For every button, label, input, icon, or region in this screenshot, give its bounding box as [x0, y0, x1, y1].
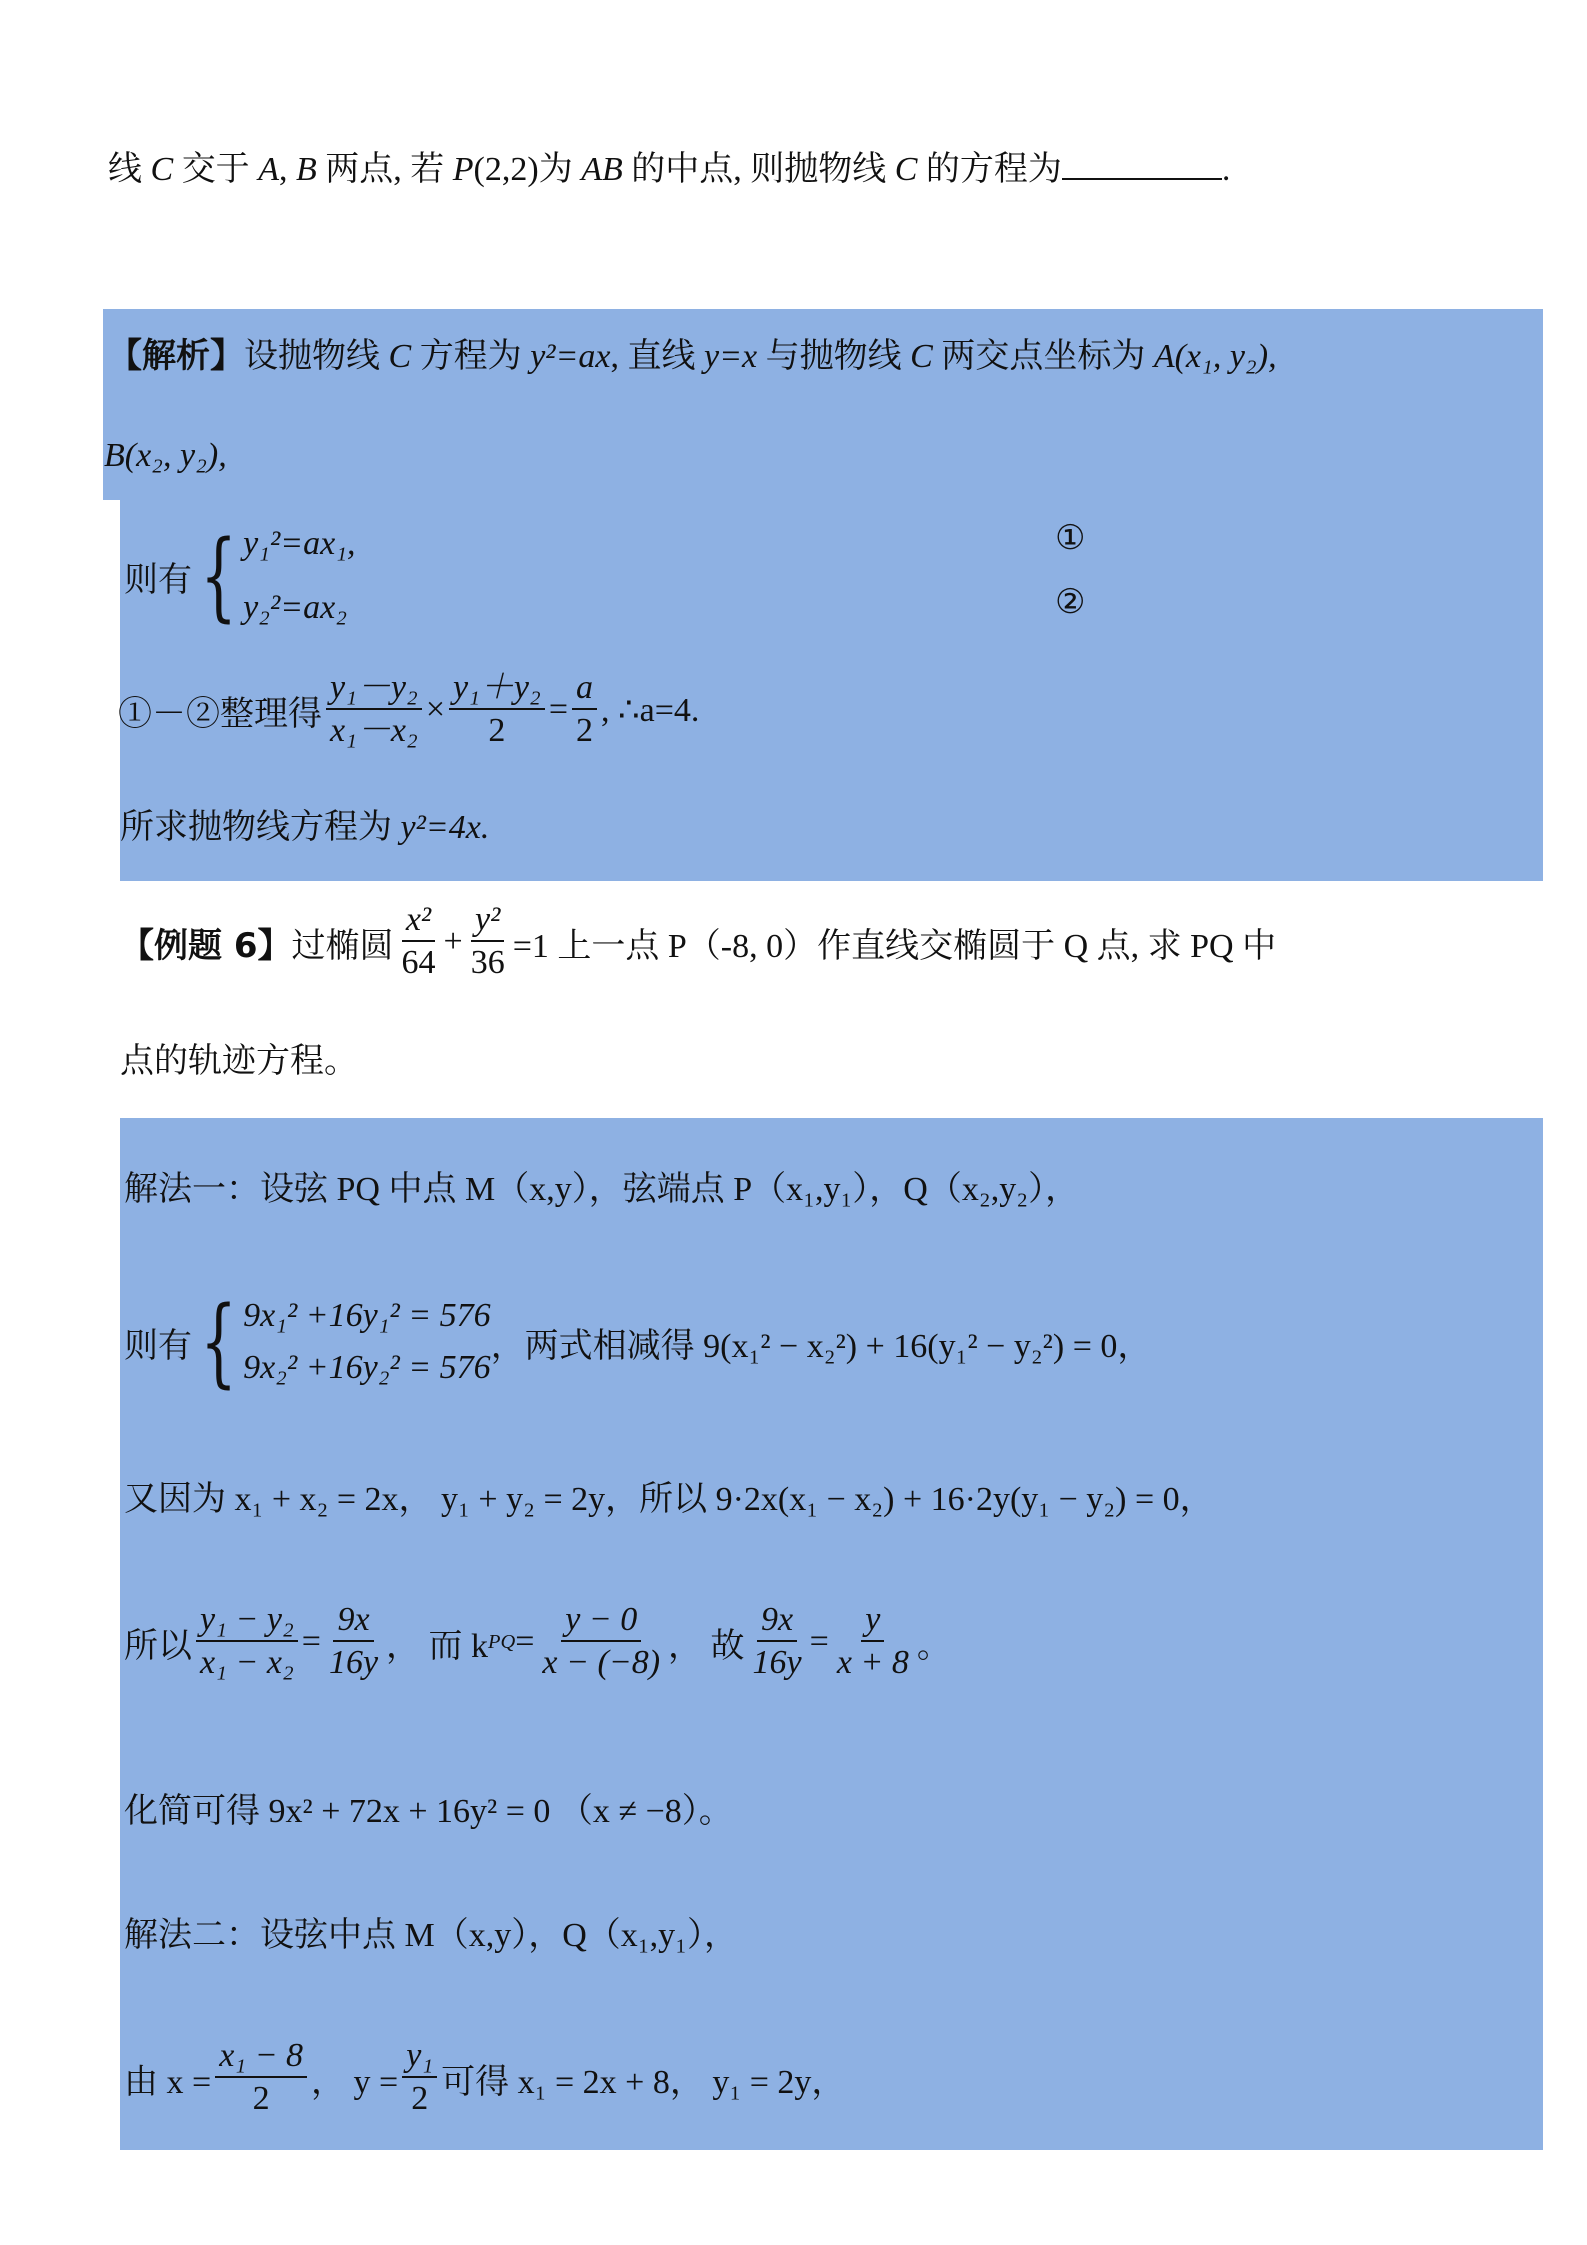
solution-5-line-1 [108, 336, 1277, 377]
equation-marker-2: ② [1055, 582, 1086, 622]
operator: = [515, 1623, 535, 1660]
left-brace-icon: { [200, 1286, 237, 1398]
math-var: A [258, 151, 279, 188]
text: 过椭圆 [291, 927, 394, 965]
equation-system [243, 512, 355, 640]
text: , 直线 [610, 338, 705, 375]
text: 所求抛物线方程为 [120, 809, 401, 846]
denominator: x₁ − x₂ [200, 1644, 294, 1681]
numerator: y₁－y₂ [326, 668, 422, 710]
numerator: x² [402, 900, 435, 942]
result: , ∴a=4. [601, 692, 700, 729]
numerator: 9x [757, 1600, 797, 1642]
fraction [215, 2036, 307, 2120]
text: 交于 [173, 151, 259, 188]
method-1-line-3: 又因为 x₁ + x₂ = 2x， y₁ + y₂ = 2y，所以 9·2x(x₁ − x₂) + 16·2y(y₁ − y₂) = 0， [124, 1481, 1214, 1518]
denominator: 16y [752, 1644, 802, 1681]
denominator: 2 [411, 2080, 429, 2117]
denominator: 64 [401, 944, 436, 981]
math-var: C [894, 151, 918, 188]
solution-5-conclusion [120, 808, 489, 848]
text: ， y = [311, 2063, 399, 2101]
solution-5-system [124, 512, 356, 640]
text: ①－②整理得 [118, 695, 322, 733]
equation-2: y₂²=ax₂ [243, 589, 348, 626]
text: 两交点坐标为 [932, 338, 1154, 375]
math-coord: (2,2) [473, 151, 539, 188]
math-point: A(x₁, y₂), [1153, 338, 1277, 375]
numerator: 9x [333, 1600, 373, 1642]
math-eq: y=x [704, 338, 758, 375]
denominator: x + 8 [836, 1644, 909, 1681]
method-1-line-5: 化简可得 9x² + 72x + 16y² = 0 （x ≠ −8）。 [124, 1793, 733, 1830]
text: 两点, 若 [316, 151, 453, 188]
denominator: x − (−8) [542, 1644, 661, 1681]
math-var: C [910, 338, 933, 375]
text: 。 [916, 1627, 951, 1665]
text: . [1221, 151, 1231, 188]
example-6-line-2: 点的轨迹方程。 [120, 1043, 358, 1080]
text: 的中点, 则抛物线 [622, 151, 895, 188]
fraction [325, 1600, 382, 1684]
fraction [467, 900, 509, 984]
text: , [278, 151, 296, 188]
problem-5-tail [108, 148, 1230, 190]
method-2-line-1: 解法二：设弦中点 M（x,y），Q（x₁,y₁）， [124, 1917, 738, 1954]
text: 则有 [124, 1327, 192, 1365]
text: ， 故 [668, 1627, 745, 1665]
fraction [402, 2036, 437, 2120]
numerator: x₁ − 8 [215, 2036, 307, 2078]
operator: = [301, 1623, 321, 1660]
numerator: y [861, 1600, 884, 1642]
text: 为 [538, 151, 582, 188]
method-1-line-1: 解法一：设弦 PQ 中点 M（x,y），弦端点 P（x₁,y₁），Q（x₂,y₂）， [124, 1171, 1080, 1208]
denominator: 16y [328, 1644, 379, 1681]
fraction [196, 1600, 298, 1684]
fraction [833, 1600, 913, 1684]
numerator: y − 0 [561, 1600, 641, 1642]
numerator: y² [471, 900, 504, 942]
denominator: 36 [470, 944, 505, 981]
equation-1: y₁²=ax₁, [243, 525, 356, 562]
numerator: y₁ [402, 2036, 437, 2078]
method-1-system [124, 1286, 1152, 1398]
text: 设抛物线 [244, 338, 389, 375]
fraction [538, 1600, 664, 1684]
text: 则有 [124, 561, 192, 599]
equation-system [243, 1290, 491, 1394]
solution-5-derivation [118, 668, 699, 752]
text: 由 x = [124, 2063, 212, 2101]
fraction [449, 668, 545, 752]
text: 所以 [124, 1627, 192, 1665]
text: 的方程为 [917, 151, 1062, 188]
fraction [749, 1600, 806, 1684]
text: 可得 x₁ = 2x + 8， y₁ = 2y， [441, 2063, 846, 2101]
solution-5-line-2: B(x₂, y₂), [104, 437, 227, 474]
numerator: y₁＋y₂ [449, 668, 545, 710]
denominator: 2 [576, 712, 594, 749]
operator: × [425, 691, 446, 728]
math-var: AB [581, 151, 623, 188]
operator: + [443, 923, 463, 960]
numerator: a [572, 668, 597, 710]
equation-marker-1: ① [1055, 518, 1086, 558]
method-2-line-2 [124, 2036, 845, 2120]
math-var: C [388, 338, 412, 375]
text: ， 而 k [386, 1627, 489, 1665]
operator: = [809, 1623, 829, 1660]
answer-blank [1062, 148, 1222, 180]
numerator: y₁ − y₂ [196, 1600, 298, 1642]
equation-2: 9x₂² +16y₂² = 576 [243, 1349, 491, 1386]
text: 线 [108, 151, 151, 188]
left-brace-icon: { [200, 520, 237, 632]
denominator: 2 [488, 712, 506, 749]
operator: = [548, 691, 569, 728]
example-6-statement [120, 900, 1276, 984]
fraction [398, 900, 440, 984]
denominator: 2 [252, 2080, 270, 2117]
subtraction-step: ，两式相减得 9(x₁² − x₂²) + 16(y₁² − y₂²) = 0， [490, 1327, 1152, 1365]
math-var: B [295, 151, 317, 188]
denominator: x₁－x₂ [330, 712, 418, 749]
text: 与抛物线 [757, 338, 911, 375]
math-var: P [452, 151, 474, 188]
method-1-line-4: 所以 $\frac{\text{y₁ − y₂}}{\text{x₁ − x₂}}$ = $\frac{9x}{16y}$ ， 而 k PQ = $\frac{y - 0}{x - (-8)}$ ， 故 $\frac{9x}{16y}$ = $\frac{y}{x + 8}$ 。 [124, 1600, 951, 1684]
example-label: 【例题 6】 [120, 925, 292, 966]
text: 方程为 [411, 338, 531, 375]
solution-label: 【解析】 [108, 336, 244, 376]
math-eq: y²=ax [530, 338, 611, 375]
math-eq: y²=4x. [400, 809, 490, 846]
fraction [572, 668, 597, 752]
text: =1 上一点 P（-8, 0）作直线交椭圆于 Q 点, 求 PQ 中 [512, 927, 1277, 965]
equation-1: 9x₁² +16y₁² = 576 [243, 1297, 491, 1334]
math-var: C [150, 151, 174, 188]
fraction [326, 668, 422, 752]
